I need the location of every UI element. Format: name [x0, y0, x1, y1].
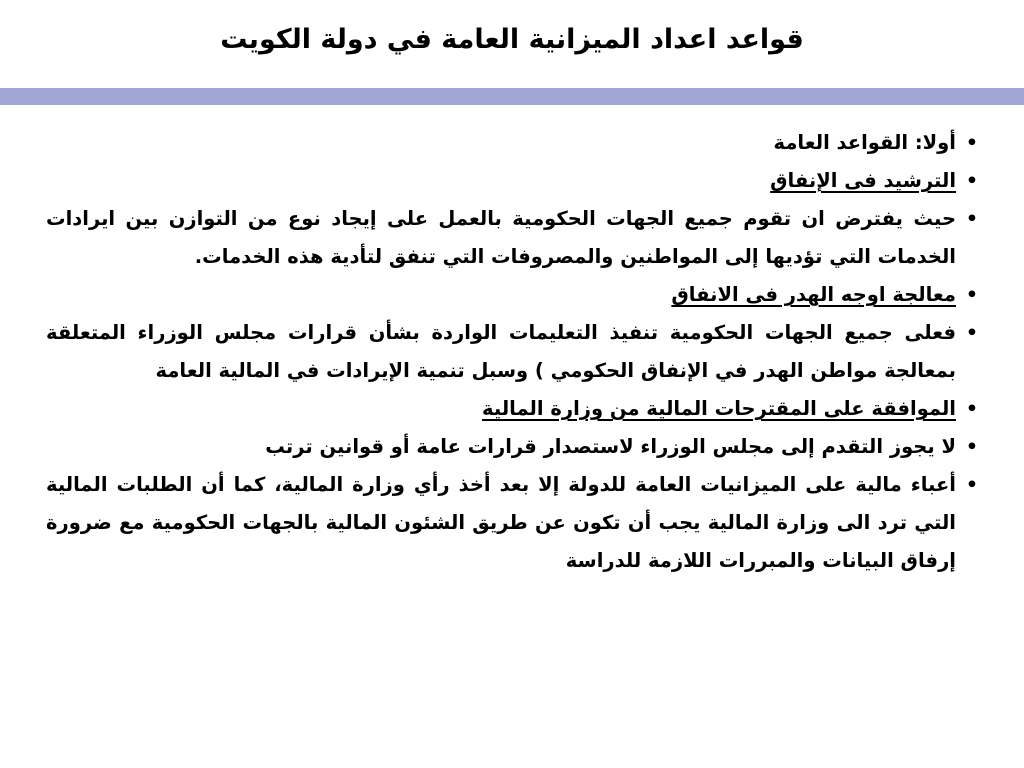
bullet-dot-icon: • [965, 132, 978, 154]
bullet-text: فعلى جميع الجهات الحكومية تنفيذ التعليمات الواردة بشأن قرارات مجلس الوزراء المتعلقة بمعالجة مواطن الهدر في الإنفاق الحكومي ) وسبل تنمية الإيرادات في المالية العامة [46, 321, 956, 382]
bullet-item-financial-burdens [46, 466, 978, 580]
bullet-dot-icon: • [965, 474, 978, 496]
bullet-dot-icon: • [965, 322, 978, 344]
bullet-item-spending-rationalization [46, 162, 978, 200]
bullet-heading: معالجة اوجه الهدر فى الانفاق [671, 283, 956, 306]
bullet-item-revenue-balance [46, 200, 978, 276]
bullet-text: حيث يفترض ان تقوم جميع الجهات الحكومية بالعمل على إيجاد نوع من التوازن بين ايرادات الخدمات التي تؤديها إلى المواطنين والمصروفات التي تنفق لتأدية هذه الخدمات. [46, 207, 956, 268]
bullet-dot-icon: • [965, 436, 978, 458]
bullet-text: أعباء مالية على الميزانيات العامة للدولة إلا بعد أخذ رأي وزارة المالية، كما أن الطلبات المالية التي ترد الى وزارة المالية يجب أن تكون عن طريق الشئون المالية بالجهات الحكومية مع ضرورة إرفاق البيانات والمبررات اللازمة للدراسة [46, 473, 956, 572]
bullet-text: لا يجوز التقدم إلى مجلس الوزراء لاستصدار قرارات عامة أو قوانين ترتب [265, 435, 956, 458]
bullet-item-general-rules [46, 124, 978, 162]
bullet-list [46, 124, 978, 580]
bullet-item-cabinet-instructions [46, 314, 978, 390]
bullet-dot-icon: • [965, 170, 978, 192]
bullet-item-waste-treatment [46, 276, 978, 314]
bullet-dot-icon: • [965, 398, 978, 420]
bullet-dot-icon: • [965, 284, 978, 306]
bullet-text: أولا: القواعد العامة [773, 131, 956, 154]
bullet-heading: الترشيد فى الإنفاق [770, 169, 956, 192]
bullet-heading: الموافقة على المقترحات المالية من وزارة المالية [482, 397, 956, 420]
bullet-item-cabinet-restriction [46, 428, 978, 466]
bullet-item-ministry-approval [46, 390, 978, 428]
title-accent-bar [0, 88, 1024, 105]
slide-title: قواعد اعداد الميزانية العامة في دولة الكويت [220, 24, 804, 55]
bullet-dot-icon: • [965, 208, 978, 230]
